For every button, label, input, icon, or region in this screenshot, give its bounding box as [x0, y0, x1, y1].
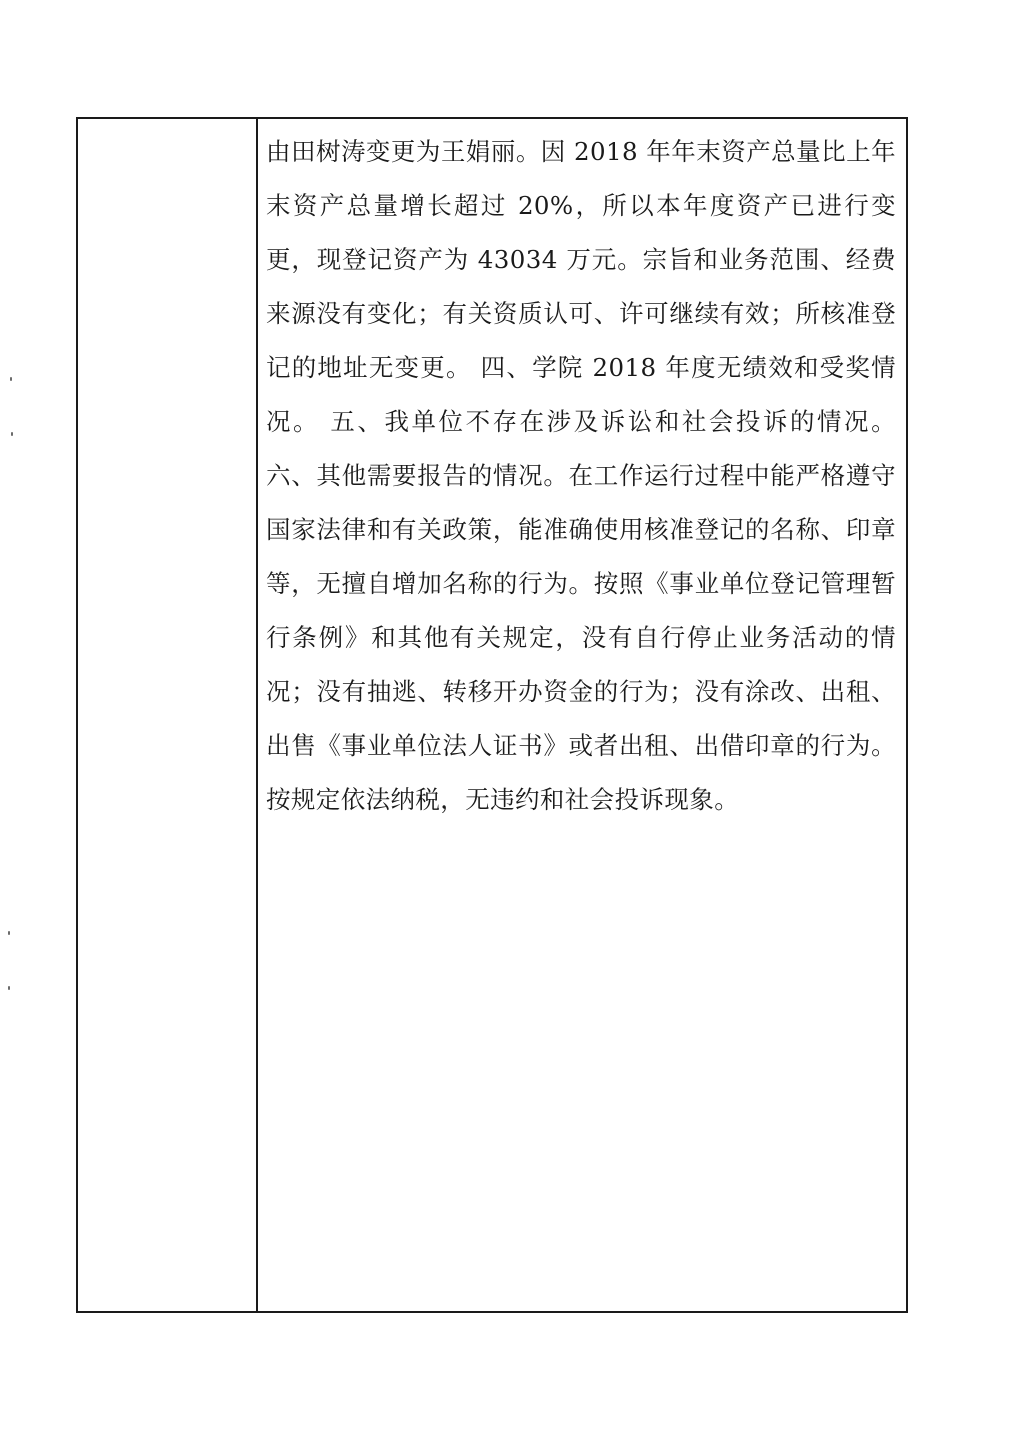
scan-speck: [8, 931, 10, 935]
content-cell: [258, 119, 906, 1311]
scan-speck: [8, 986, 10, 990]
label-cell: [78, 119, 256, 1311]
scan-speck: [10, 377, 12, 381]
report-body-text: 由田树涛变更为王娟丽。因 2018 年年末资产总量比上年末资产总量增长超过 20%，所以本年度资产已进行变更，现登记资产为 43034 万元。宗旨和业务范围、经费来源没有变化；有关资质认可、许可继续有效；所核准登记的地址无变更。 四、学院 2018 年度无绩效和受奖情况。 五、我单位不存在涉及诉讼和社会投诉的情况。 六、其他需要报告的情况。在工作运行过程中能严格遵守国家法律和有关政策，能准确使用核准登记的名称、印章等，无擅自增加名称的行为。按照《事业单位登记管理暂行条例》和其他有关规定，没有自行停止业务活动的情况；没有抽逃、转移开办资金的行为；没有涂改、出租、出售《事业单位法人证书》或者出租、出借印章的行为。按规定依法纳税，无违约和社会投诉现象。: [266, 137, 896, 814]
scan-speck: [11, 432, 13, 436]
form-table: [76, 117, 908, 1313]
